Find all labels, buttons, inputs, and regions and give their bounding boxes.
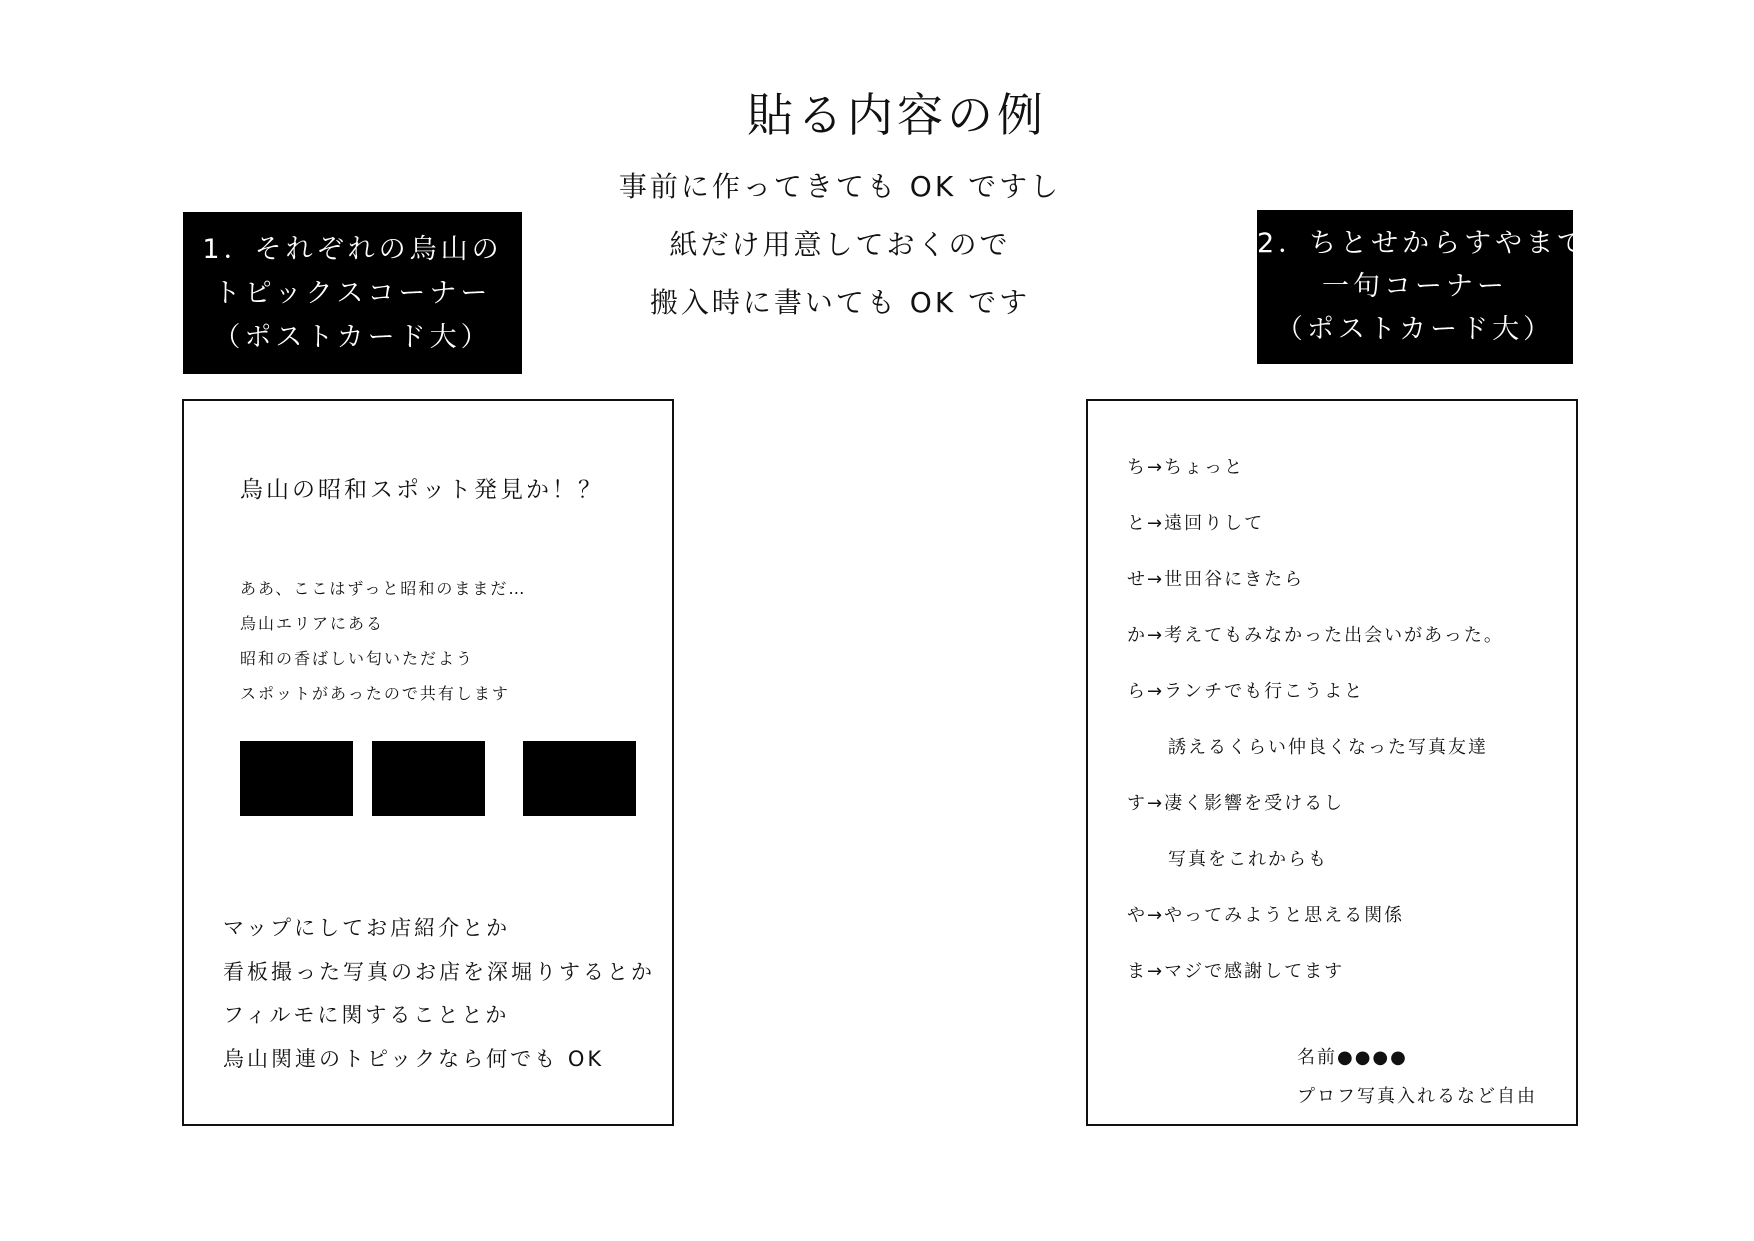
intro-line: 搬入時に書いても OK です bbox=[649, 286, 1031, 319]
card-body bbox=[240, 571, 526, 711]
section-1-label-line: トピックスコーナー bbox=[213, 278, 492, 309]
page-title: 貼る内容の例 bbox=[747, 87, 1047, 142]
section-1-label-line: （ポストカード大） bbox=[213, 322, 492, 353]
acrostic-example-card bbox=[1086, 399, 1578, 1126]
photo-placeholder bbox=[240, 741, 353, 816]
card-footer-line: 烏山関連のトピックなら何でも OK bbox=[223, 1046, 605, 1071]
card-footer bbox=[223, 907, 655, 1081]
card-body-line: 烏山エリアにある bbox=[240, 614, 385, 633]
card-body-line: スポットがあったので共有します bbox=[240, 684, 510, 703]
poem-line: す→凄く影響を受けるし bbox=[1127, 793, 1345, 814]
card-footer-line: マップにしてお店紹介とか bbox=[223, 916, 511, 940]
topics-example-card bbox=[182, 399, 674, 1126]
card-body-line: ああ、ここはずっと昭和のままだ… bbox=[240, 579, 527, 598]
acrostic-poem bbox=[1127, 452, 1504, 1012]
poem-line: と→遠回りして bbox=[1127, 513, 1265, 534]
poem-line: 誘えるくらい仲良くなった写真友達 bbox=[1168, 737, 1488, 758]
poem-line: か→考えてもみなかった出会いがあった。 bbox=[1127, 625, 1504, 646]
poem-line: ま→マジで感謝してます bbox=[1127, 961, 1345, 982]
poem-line: ち→ちょっと bbox=[1127, 457, 1245, 478]
name-line: 名前●●●● bbox=[1297, 1047, 1408, 1068]
photo-placeholder bbox=[523, 741, 636, 816]
section-2-label-line: 2．ちとせからすやまで bbox=[1257, 228, 1589, 259]
photo-placeholder bbox=[372, 741, 485, 816]
card-footer-line: フィルモに関することとか bbox=[223, 1003, 510, 1027]
poem-line: 写真をこれからも bbox=[1168, 849, 1328, 870]
intro-line: 事前に作ってきても OK ですし bbox=[618, 170, 1062, 203]
section-1-label-line: 1．それぞれの烏山の bbox=[202, 234, 503, 265]
poem-line: せ→世田谷にきたら bbox=[1127, 569, 1305, 590]
section-2-label-line: （ポストカード大） bbox=[1275, 314, 1555, 345]
section-2-label bbox=[1257, 210, 1589, 364]
card-heading: 烏山の昭和スポット発見か！？ bbox=[240, 477, 604, 503]
signature-block bbox=[1297, 1038, 1537, 1116]
section-1-label bbox=[183, 212, 522, 374]
card-body-line: 昭和の香ばしい匂いただよう bbox=[240, 649, 475, 668]
note-line: プロフ写真入れるなど自由 bbox=[1297, 1086, 1537, 1107]
card-footer-line: 看板撮った写真のお店を深堀りするとか bbox=[223, 959, 655, 984]
section-2-label-line: 一句コーナー bbox=[1322, 271, 1508, 302]
intro-text bbox=[590, 158, 1090, 332]
poem-line: や→やってみようと思える関係 bbox=[1127, 905, 1405, 926]
intro-line: 紙だけ用意しておくので bbox=[669, 228, 1011, 261]
poem-line: ら→ランチでも行こうよと bbox=[1127, 681, 1365, 702]
